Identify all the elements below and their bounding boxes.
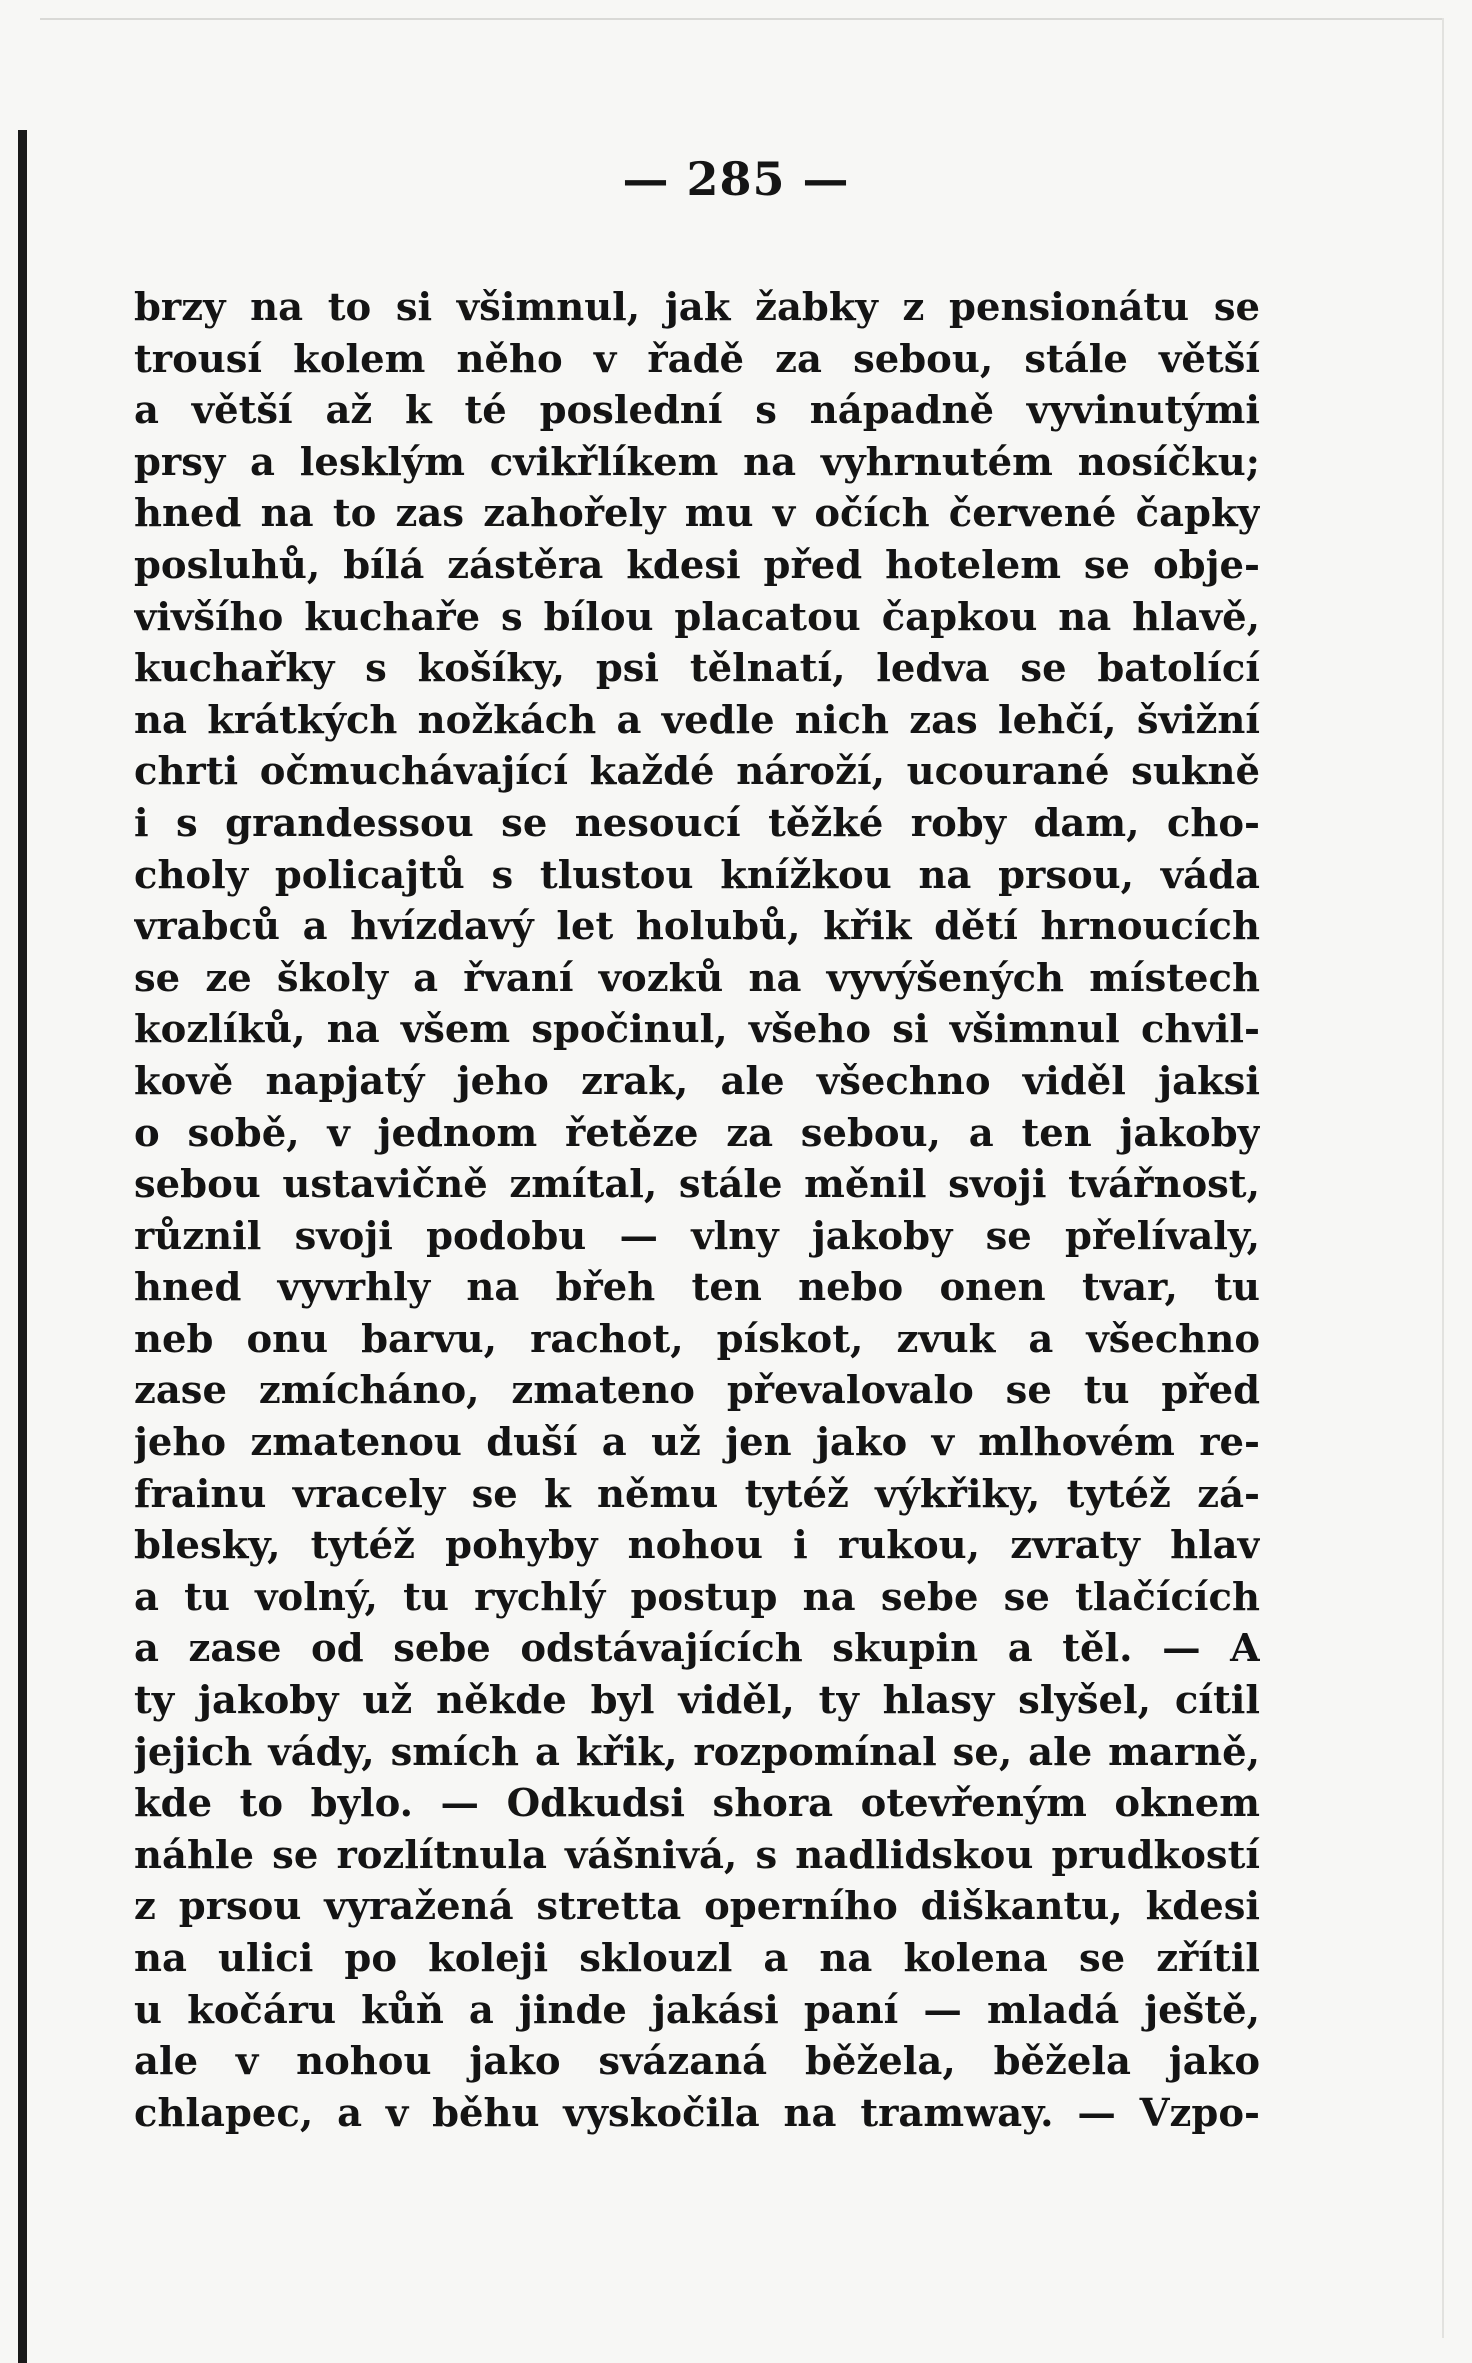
text-line: kově napjatý jeho zrak, ale všechno viděl jaksi (134, 1058, 1260, 1104)
page-number: — 285 — (622, 152, 850, 206)
text-line: posluhů, bílá zástěra kdesi před hotelem se obje- (134, 542, 1260, 588)
binding-edge (18, 130, 27, 2363)
text-line: zase zmícháno, zmateno převalovalo se tu před (134, 1368, 1260, 1414)
text-line: kde to bylo. — Odkudsi shora otevřeným oknem (134, 1781, 1260, 1827)
text-line: hned na to zas zahořely mu v očích červené čapky (134, 491, 1260, 537)
text-line: a větší až k té poslední s nápadně vyvinutými (134, 388, 1260, 434)
text-line: kuchařky s košíky, psi tělnatí, ledva se batolící (134, 646, 1260, 692)
text-line: různil svoji podobu — vlny jakoby se přelívaly, (134, 1213, 1260, 1259)
page-edge-top (40, 18, 1442, 20)
text-line: na ulici po koleji sklouzl a na kolena se zřítil (134, 1936, 1260, 1981)
text-line: se ze školy a řvaní vozků na vyvýšených místech (134, 955, 1260, 1001)
text-line: brzy na to si všimnul, jak žabky z pensionátu se (134, 285, 1260, 330)
text-line: blesky, tytéž pohyby nohou i rukou, zvraty hlav (134, 1523, 1260, 1569)
text-line: ale v nohou jako svázaná běžela, běžela jako (134, 2039, 1260, 2085)
text-line: jeho zmatenou duší a už jen jako v mlhovém re- (134, 1420, 1260, 1466)
text-line: vivšího kuchaře s bílou placatou čapkou na hlavě, (134, 594, 1260, 640)
text-line: jejich vády, smích a křik, rozpomínal se, ale marně, (134, 1729, 1260, 1775)
text-line: sebou ustavičně zmítal, stále měnil svoji tvářnost, (134, 1162, 1260, 1208)
text-line: o sobě, v jednom řetěze za sebou, a ten jakoby (134, 1110, 1260, 1156)
text-line: chrti očmuchávající každé nároží, ucourané sukně (134, 749, 1260, 795)
text-line: na krátkých nožkách a vedle nich zas lehčí, švižní (134, 697, 1260, 743)
text-line: choly policajtů s tlustou knížkou na prsou, váda (134, 852, 1260, 898)
text-line: prsy a lesklým cvikřlíkem na vyhrnutém nosíčku; (134, 439, 1260, 485)
text-line: a tu volný, tu rychlý postup na sebe se tlačících (134, 1574, 1260, 1620)
text-line: u kočáru kůň a jinde jakási paní — mladá ještě, (134, 1987, 1260, 2033)
text-line: neb onu barvu, rachot, pískot, zvuk a všechno (134, 1316, 1260, 1362)
text-line: kozlíků, na všem spočinul, všeho si všimnul chvil- (134, 1007, 1260, 1053)
text-line: frainu vracely se k němu tytéž výkřiky, tytéž zá- (134, 1471, 1260, 1517)
text-line: hned vyvrhly na břeh ten nebo onen tvar, tu (134, 1265, 1260, 1311)
page-edge-right (1442, 18, 1444, 2338)
text-line: i s grandessou se nesoucí těžké roby dam, cho- (134, 800, 1260, 846)
text-line: vrabců a hvízdavý let holubů, křik dětí hrnoucích (134, 904, 1260, 950)
text-line: chlapec, a v běhu vyskočila na tramway. — Vzpo- (134, 2090, 1260, 2136)
text-line: trousí kolem něho v řadě za sebou, stále větší (134, 336, 1260, 382)
text-line: z prsou vyražená stretta operního diškantu, kdesi (134, 1884, 1260, 1930)
body-text (134, 282, 1260, 2139)
text-line: ty jakoby už někde byl viděl, ty hlasy slyšel, cítil (134, 1678, 1260, 1724)
text-line: náhle se rozlítnula vášnivá, s nadlidskou prudkostí (134, 1832, 1260, 1878)
text-line: a zase od sebe odstávajících skupin a těl. — A (134, 1626, 1260, 1672)
